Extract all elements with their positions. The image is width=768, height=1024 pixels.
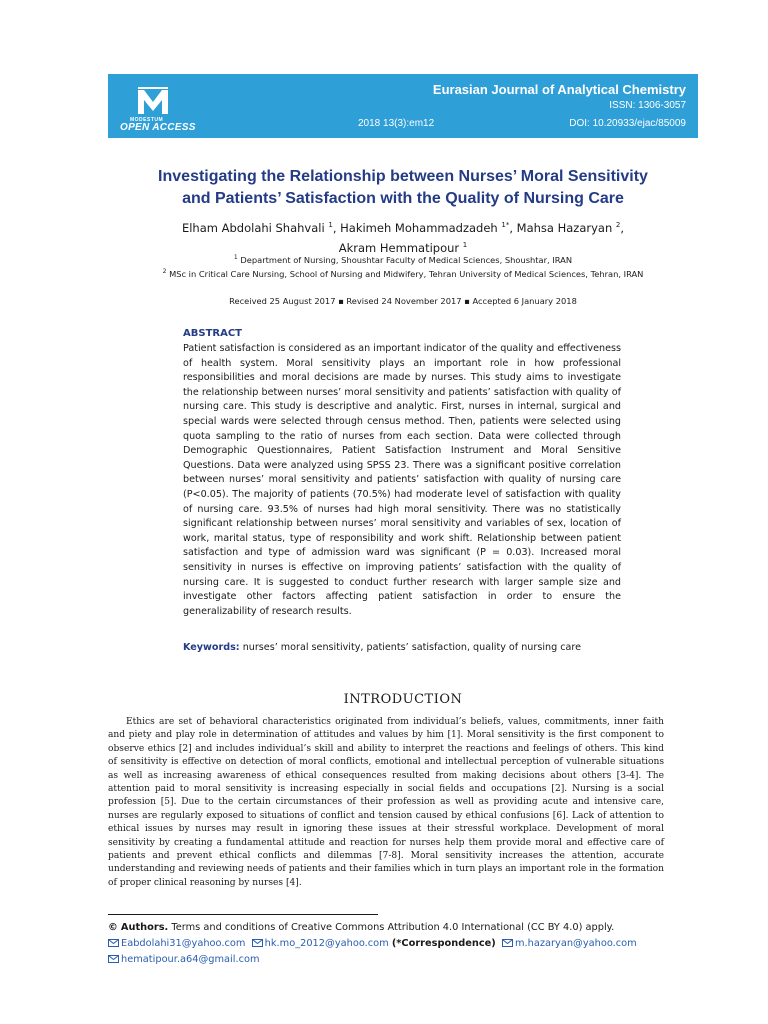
envelope-icon [108,955,119,963]
copyright-authors: Authors. [120,922,169,933]
title-line-2: and Patients’ Satisfaction with the Quality of Nursing Care [182,190,624,207]
affiliation-1 [108,254,698,265]
affiliation-text: MSc in Critical Care Nursing, School of Nursing and Midwifery, Tehran University of Medical Sciences, Tehran, IRAN [169,268,644,279]
envelope-icon [252,939,263,947]
envelope-icon [108,939,119,947]
affiliation-number: 2 [162,268,167,275]
author-name: Hakimeh Mohammadzadeh [340,220,498,235]
volume-issue: 2018 13(3):em12 [358,118,435,129]
introduction-text: Ethics are set of behavioral characteristics originated from individual’s beliefs, values, commitments, inner faith and piety and play role in determination of attitudes and values by him [1]. Moral sensitivity is the first component to observe ethics [2] and includes individual’s skill and ability to interpret the reactions and feelings of others. This kind of sensitivity is effective on detection of moral conflicts, emotional and intellectual perception of vulnerable situations as well as increasing awareness of ethical consequences resulted from making decisions about others [3-4]. The attention paid to moral sensitivity is increasing especially in social fields and occupations [2]. Nursing is a social profession [5]. Due to the certain circumstances of their profession as well as providing acute and intensive care, nurses are regularly exposed to situations of conflict and tension caused by ethical confusions [6]. Lack of attention to ethical issues by nurses may result in ignoring these issues at their stressful workplace. Development of moral sensitivity by creating a fundamental attitude and reaction for nurses help them provide moral and effective care of patients and prevent ethical conflicts and dilemmas [7-8]. Moral sensitivity increases the attention, accurate understanding and reviewing needs of patients and their families which in turn plays an important role in the formation of proper clinical reasoning by nurses [4]. [108,717,664,888]
author-name: Elham Abdolahi Shahvali [181,220,325,235]
abstract-heading: ABSTRACT [183,328,242,339]
affiliation-2 [108,268,698,279]
author-superscript: 1* [501,221,510,229]
affiliation-text: Department of Nursing, Shoushtar Faculty of Medical Sciences, Shoushtar, IRAN [240,254,573,265]
email-link[interactable]: hk.mo_2012@yahoo.com [264,938,389,949]
author-name: Mahsa Hazaryan [516,220,613,235]
logo-text: MODESTUM [130,117,164,123]
author-superscript: 1 [462,240,468,249]
modestum-logo-icon [136,86,170,116]
publication-dates: Received 25 August 2017 ▪ Revised 24 November 2017 ▪ Accepted 6 January 2018 [229,296,577,306]
footer-divider [108,914,378,915]
open-access-label: OPEN ACCESS [120,122,196,133]
correspondence-label: (*Correspondence) [391,938,496,949]
title-line-1: Investigating the Relationship between Nurses’ Moral Sensitivity [158,168,648,185]
issn: ISSN: 1306-3057 [609,100,686,111]
author-superscript: 2 [615,221,621,229]
license-line [108,920,708,936]
doi-link[interactable]: DOI: 10.20933/ejac/85009 [569,118,686,129]
email-link[interactable]: hematipour.a64@gmail.com [121,954,260,965]
email-line-2 [108,952,708,968]
email-link[interactable]: Eabdolahi31@yahoo.com [121,938,246,949]
footer [108,920,708,968]
author-superscript: 1 [328,221,333,229]
journal-header-banner [108,74,698,138]
introduction-heading: INTRODUCTION [343,692,463,707]
author-name: Akram Hemmatipour [338,240,460,255]
email-link[interactable]: m.hazaryan@yahoo.com [515,938,637,949]
envelope-icon [502,939,513,947]
license-text: Terms and conditions of Creative Commons Attribution 4.0 International (CC BY 4.0) apply. [171,922,615,933]
paper-title [108,166,698,210]
keywords [183,642,581,653]
keywords-text: nurses’ moral sensitivity, patients’ satisfaction, quality of nursing care [242,642,582,653]
email-line-1 [108,936,708,952]
journal-name: Eurasian Journal of Analytical Chemistry [432,82,686,97]
affiliation-number: 1 [233,254,238,261]
author-list: Elham Abdolahi Shahvali $^1$, Hakimeh Mohammadzadeh $^{1*}$, Mahsa Hazaryan $^2$, Akram Hemmatipour $^1$ [181,220,625,255]
keywords-label: Keywords: [183,642,240,653]
copyright-symbol: © [108,922,118,933]
abstract-text: Patient satisfaction is considered as an important indicator of the quality and effectiveness of health system. Moral sensitivity plays an important role in how professional responsibilities and moral decisions are made by nurses. This study aims to investigate the relationship between nurses’ moral sensitivity and patients’ satisfaction with quality of nursing care. This study is descriptive and analytic. First, nurses in internal, surgical and special wards were selected through census method. Then, patients were selected using quota sampling to the ratio of nurses from each section. Data were collected through Demographic Questionnaires, Patient Satisfaction Instrument and Moral Sensitive Questions. Data were analyzed using SPSS 23. There was a significant positive correlation between nurses’ moral sensitivity and patients’ satisfaction with quality of nursing care (P<0.05). The majority of patients (70.5%) had moderate level of satisfaction with quality of nursing care. 93.5% of nurses had high moral sensitivity. There was no statistically significant relationship between nurses’ moral sensitivity and variables of sex, location of work, marital status, type of responsibility and work shift. Relationship between patient satisfaction and type of admission ward was significant (P = 0.03). Increased moral sensitivity in nurses is effective on improving patients’ satisfaction with the quality of nursing care. It is suggested to conduct further research with larger sample size and investigate other factors affecting patient satisfaction in order to ensure the generalizability of research results. [183,343,621,617]
